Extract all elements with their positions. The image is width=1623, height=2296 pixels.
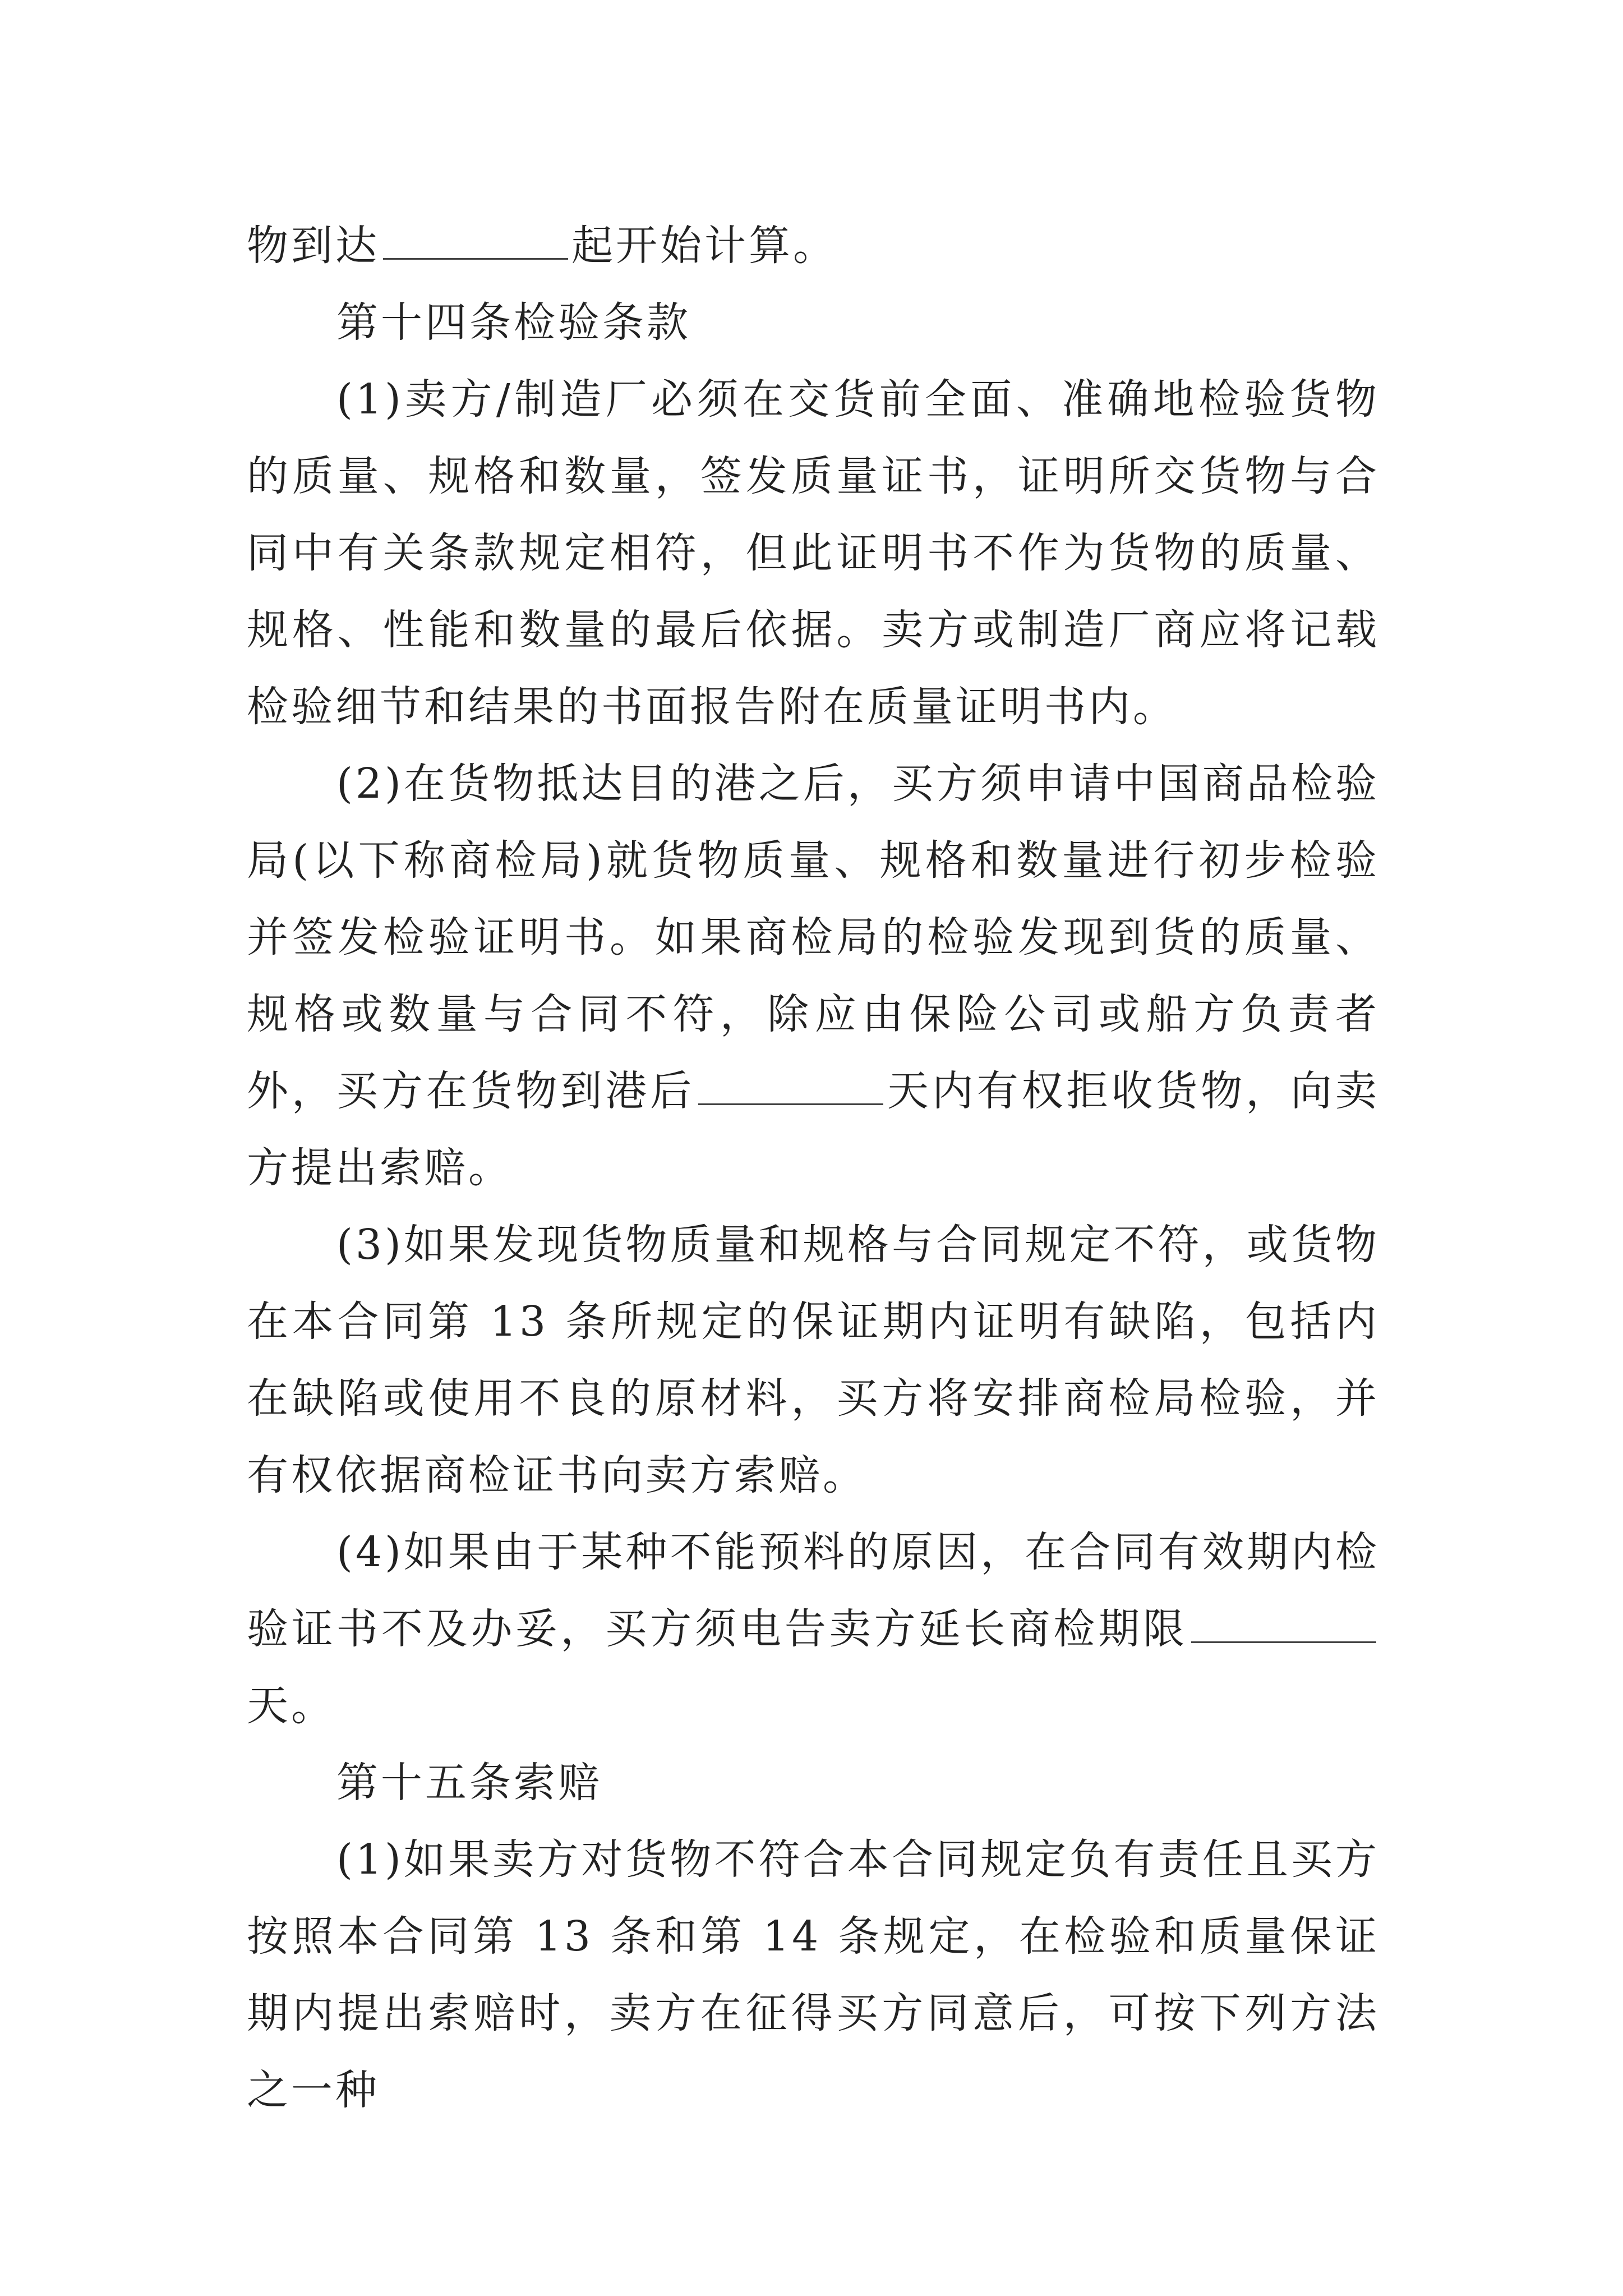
- document-body: [247, 208, 1380, 2129]
- fill-in-blank: [383, 257, 568, 260]
- continuation-text-after: 起开始计算。: [571, 222, 837, 270]
- article-14-item-2-text-before: (2)在货物抵达目的港之后，买方须申请中国商品检验局(以下称商检局)就货物质量、规格和数量进行初步检验并签发检验证明书。如果商检局的检验发现到货的质量、规格或数量与合同不符，除应由保险公司或船方负责者外，买方在货物到港后: [247, 760, 1380, 1115]
- fill-in-blank: [1191, 1641, 1376, 1643]
- article-15-item-1: (1)如果卖方对货物不符合本合同规定负有责任且买方按照本合同第 13 条和第 14 条规定，在检验和质量保证期内提出索赔时，卖方在征得买方同意后，可按下列方法之一种: [247, 1835, 1380, 2114]
- continuation-paragraph: [247, 208, 1380, 284]
- continuation-text-before: 物到达: [247, 222, 380, 270]
- fill-in-blank: [698, 1103, 883, 1105]
- article-14-item-1: (1)卖方/制造厂必须在交货前全面、准确地检验货物的质量、规格和数量，签发质量证书，证明所交货物与合同中有关条款规定相符，但此证明书不作为货物的质量、规格、性能和数量的最后依据。卖方或制造厂商应将记载检验细节和结果的书面报告附在质量证明书内。: [247, 375, 1380, 731]
- article-14-heading: 第十四条检验条款: [336, 298, 691, 347]
- article-14-item-2-text-after: 天内有权拒收货物，向卖方提出索赔。: [247, 1067, 1380, 1192]
- article-14-item-4-text-before: (4)如果由于某种不能预料的原因，在合同有效期内检验证书不及办妥，买方须电告卖方延长商检期限: [247, 1528, 1380, 1653]
- article-14-item-3: (3)如果发现货物质量和规格与合同规定不符，或货物在本合同第 13 条所规定的保证期内证明有缺陷，包括内在缺陷或使用不良的原材料，买方将安排商检局检验，并有权依据商检证书向卖方索赔。: [247, 1221, 1380, 1499]
- article-15-heading: 第十五条索赔: [336, 1759, 602, 1807]
- article-14-item-2: [247, 746, 1380, 1207]
- article-14-item-4: [247, 1514, 1380, 1745]
- article-14-item-4-text-after: 天。: [247, 1682, 335, 1730]
